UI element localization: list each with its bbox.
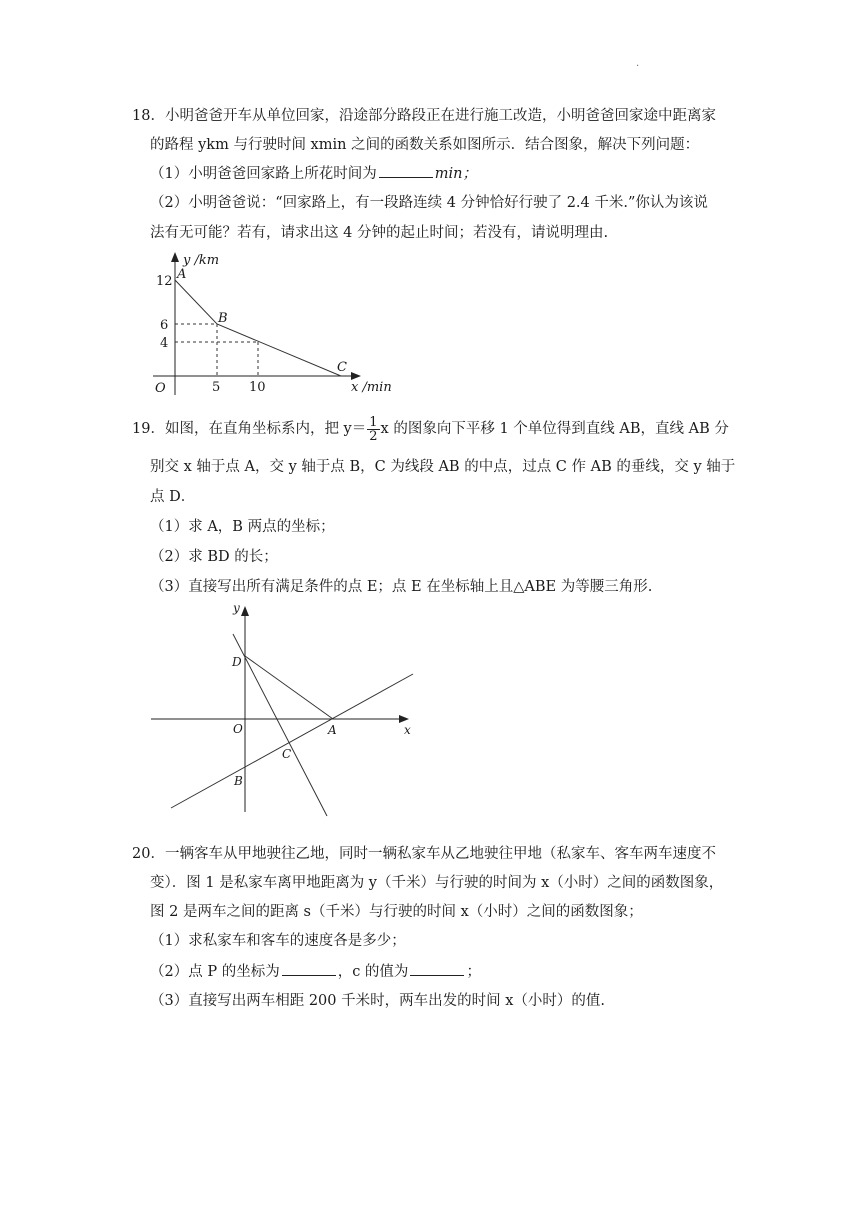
- q18-part1-unit: min；: [434, 166, 477, 182]
- header-dot: .: [636, 58, 640, 69]
- q20-part2-c: ；: [466, 964, 481, 980]
- q18-part2-line1: （2）小明爸爸说：“回家路上，有一段路连续 4 分钟恰好行驶了 2.4 千米.”你认为该说: [150, 195, 708, 211]
- q19-frac-num: 1: [369, 414, 378, 430]
- q19-point-d: D: [232, 655, 242, 669]
- q19-origin: O: [233, 722, 243, 736]
- q19-line-cd: [233, 634, 327, 816]
- q19-line-ab: [171, 674, 413, 808]
- q18-line2: 的路程 ykm 与行驶时间 xmin 之间的函数关系如图所示．结合图象，解决下列问题：: [150, 137, 700, 153]
- q18-point-b: B: [218, 311, 228, 326]
- q19-line1: [132, 415, 729, 443]
- q18-answer-blank[interactable]: [379, 163, 433, 178]
- q18-ytick-12: 12: [156, 274, 173, 289]
- q19-frac-den: 2: [369, 428, 378, 444]
- q20-line1: 20．一辆客车从甲地驶往乙地，同时一辆私家车从乙地驶往甲地（私家车、客车两车速度不: [132, 846, 716, 862]
- q19-point-a: A: [328, 723, 337, 737]
- q19-line2: 别交 x 轴于点 A，交 y 轴于点 B，C 为线段 AB 的中点，过点 C 作 AB 的垂线，交 y 轴于: [150, 459, 736, 475]
- q20-part2: [150, 961, 481, 982]
- q19-x-axis-arrow: [399, 715, 409, 723]
- q18-part1-text: （1）小明爸爸回家路上所花时间为: [150, 166, 377, 182]
- q19-graph: [145, 600, 425, 820]
- q20-part1: （1）求私家车和客车的速度各是多少；: [150, 933, 406, 949]
- q18-y-label: y /km: [183, 253, 220, 268]
- q20-line3: 图 2 是两车之间的距离 s（千米）与行驶的时间 x（小时）之间的函数图象；: [150, 904, 643, 920]
- q18-xtick-5: 5: [212, 380, 221, 395]
- q18-point-c: C: [337, 360, 347, 375]
- q19-line3: 点 D．: [150, 489, 196, 505]
- q20-part3: （3）直接写出两车相距 200 千米时，两车出发的时间 x（小时）的值.: [150, 993, 606, 1009]
- q18-point-a: A: [177, 267, 187, 282]
- q19-y-axis-arrow: [241, 606, 249, 616]
- q18-part2-line2: 法有无可能？若有，请求出这 4 分钟的起止时间；若没有，请说明理由.: [150, 225, 609, 241]
- q18-line1: 18．小明爸爸开车从单位回家，沿途部分路段正在进行施工改造，小明爸爸回家途中距离家: [132, 108, 716, 124]
- q18-origin: O: [155, 381, 166, 396]
- q19-part3: （3）直接写出所有满足条件的点 E；点 E 在坐标轴上且△ABE 为等腰三角形.: [150, 579, 653, 595]
- q20-part2-b: ，c 的值为: [337, 964, 409, 980]
- q19-x-label: x: [404, 723, 411, 737]
- q19-part2: （2）求 BD 的长；: [150, 549, 278, 565]
- q19-line1-a: 19．如图，在直角坐标系内，把 y＝: [132, 421, 367, 437]
- q18-xtick-10: 10: [249, 380, 266, 395]
- q18-graph: [145, 250, 405, 400]
- q20-c-blank[interactable]: [410, 961, 464, 976]
- q19-fraction: [367, 416, 379, 443]
- q19-point-b: B: [234, 774, 243, 788]
- q20-p-blank[interactable]: [282, 961, 336, 976]
- q18-ytick-6: 6: [160, 318, 169, 333]
- q19-segment-da: [245, 656, 333, 719]
- q19-line1-b: x 的图象向下平移 1 个单位得到直线 AB，直线 AB 分: [380, 421, 729, 437]
- q18-x-axis-arrow: [351, 372, 361, 380]
- q18-part1: [150, 163, 477, 184]
- q19-y-label: y: [233, 601, 240, 615]
- q19-point-c: C: [282, 747, 292, 761]
- q18-x-label: x /min: [351, 380, 392, 395]
- q18-y-axis-arrow: [171, 252, 179, 262]
- q20-part2-a: （2）点 P 的坐标为: [150, 964, 280, 980]
- q19-part1: （1）求 A，B 两点的坐标；: [150, 519, 335, 535]
- q18-ytick-4: 4: [160, 336, 169, 351]
- q20-line2: 变）．图 1 是私家车离甲地距离为 y（千米）与行驶的时间为 x（小时）之间的函数图象，: [150, 875, 724, 891]
